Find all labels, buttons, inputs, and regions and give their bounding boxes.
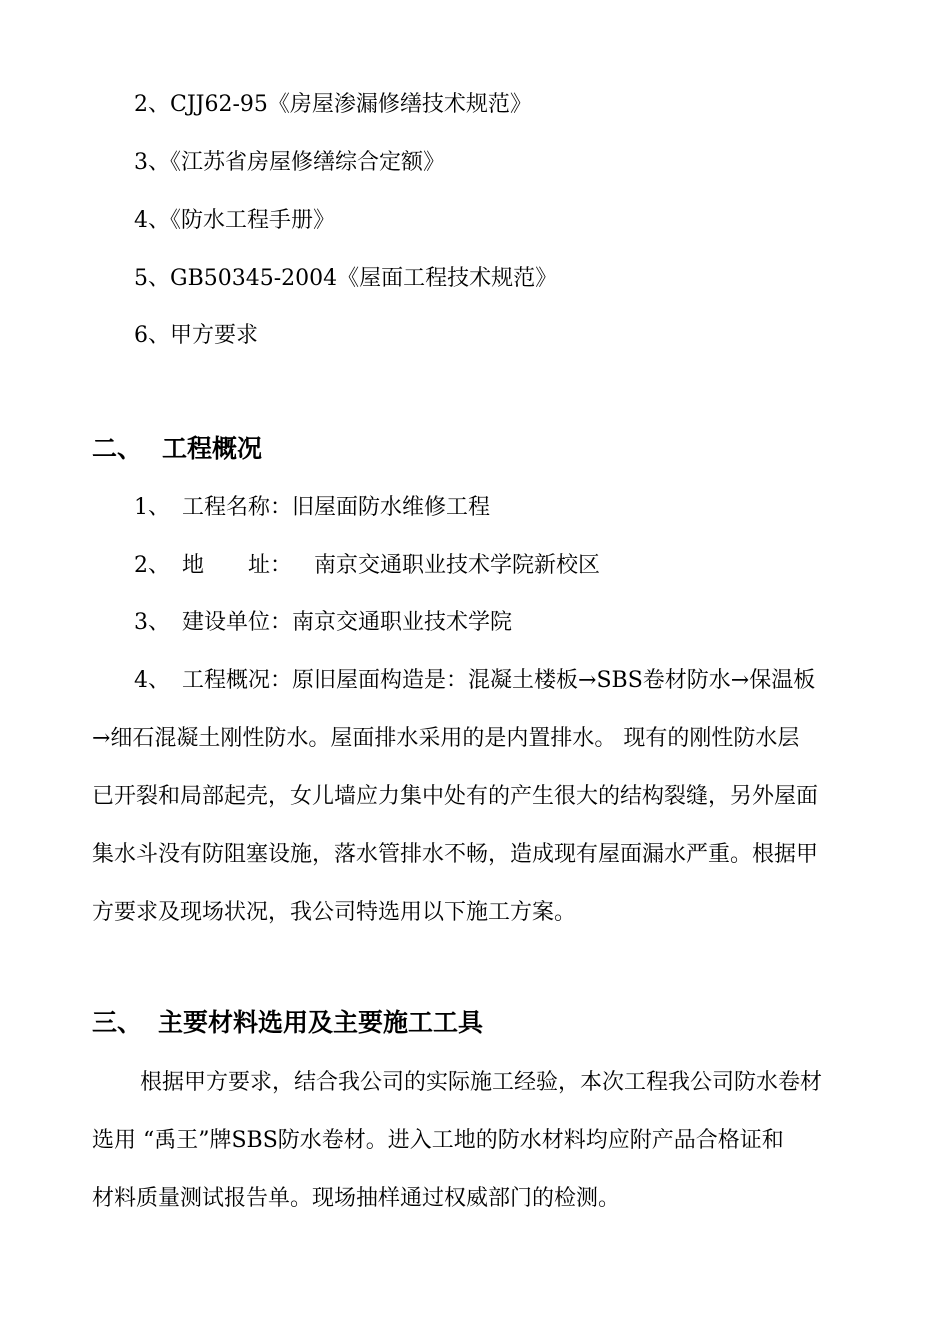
item-number: 2、 — [134, 553, 170, 578]
item-label: 工程名称： — [182, 495, 293, 520]
paragraph-line: →细石混凝土刚性防水。屋面排水采用的是内置排水。 现有的刚性防水层 — [92, 726, 800, 751]
overview-paragraph — [92, 710, 882, 942]
overview-item — [134, 608, 512, 638]
reference-item: 5、GB50345-2004《屋面工程技术规范》 — [134, 266, 558, 291]
paragraph-line: 集水斗没有防阻塞设施，落水管排水不畅，造成现有屋面漏水严重。根据甲 — [92, 842, 819, 867]
item-label: 建设单位： — [182, 610, 293, 635]
reference-item: 4、《防水工程手册》 — [134, 208, 335, 233]
section-title: 工程概况 — [162, 434, 263, 463]
reference-item: 3、《江苏省房屋修缮综合定额》 — [134, 150, 445, 175]
overview-item — [134, 666, 815, 696]
section-number: 二、 — [92, 434, 143, 463]
paragraph-line: 材料质量测试报告单。现场抽样通过权威部门的检测。 — [92, 1186, 621, 1211]
item-value: 旧屋面防水维修工程 — [292, 495, 491, 520]
paragraph-line: 已开裂和局部起壳，女儿墙应力集中处有的产生很大的结构裂缝，另外屋面 — [92, 784, 819, 809]
reference-item: 6、甲方要求 — [134, 323, 258, 348]
item-number: 4、 — [134, 668, 170, 693]
paragraph-line: 方要求及现场状况，我公司特选用以下施工方案。 — [92, 900, 577, 925]
item-value: 原旧屋面构造是：混凝土楼板→SBS卷材防水→保温板 — [292, 668, 816, 693]
item-number: 1、 — [134, 495, 170, 520]
item-value: 南京交通职业技术学院 — [292, 610, 513, 635]
section-heading — [92, 432, 262, 466]
materials-paragraph — [92, 1054, 882, 1228]
item-number: 3、 — [134, 610, 170, 635]
paragraph-line: 根据甲方要求，结合我公司的实际施工经验，本次工程我公司防水卷材 — [118, 1070, 823, 1095]
paragraph-line: 选用 “禹王”牌SBS防水卷材。进入工地的防水材料均应附产品合格证和 — [92, 1128, 784, 1153]
reference-item: 2、CJJ62-95《房屋渗漏修缮技术规范》 — [134, 92, 532, 117]
overview-item — [134, 551, 600, 581]
overview-item — [134, 493, 490, 523]
item-label: 工程概况： — [182, 668, 293, 693]
section-number: 三、 — [92, 1008, 143, 1037]
section-heading — [92, 1006, 483, 1040]
item-value: 南京交通职业技术学院新校区 — [314, 553, 601, 578]
section-title: 主要材料选用及主要施工工具 — [158, 1008, 484, 1037]
item-label: 地 址： — [182, 553, 293, 578]
